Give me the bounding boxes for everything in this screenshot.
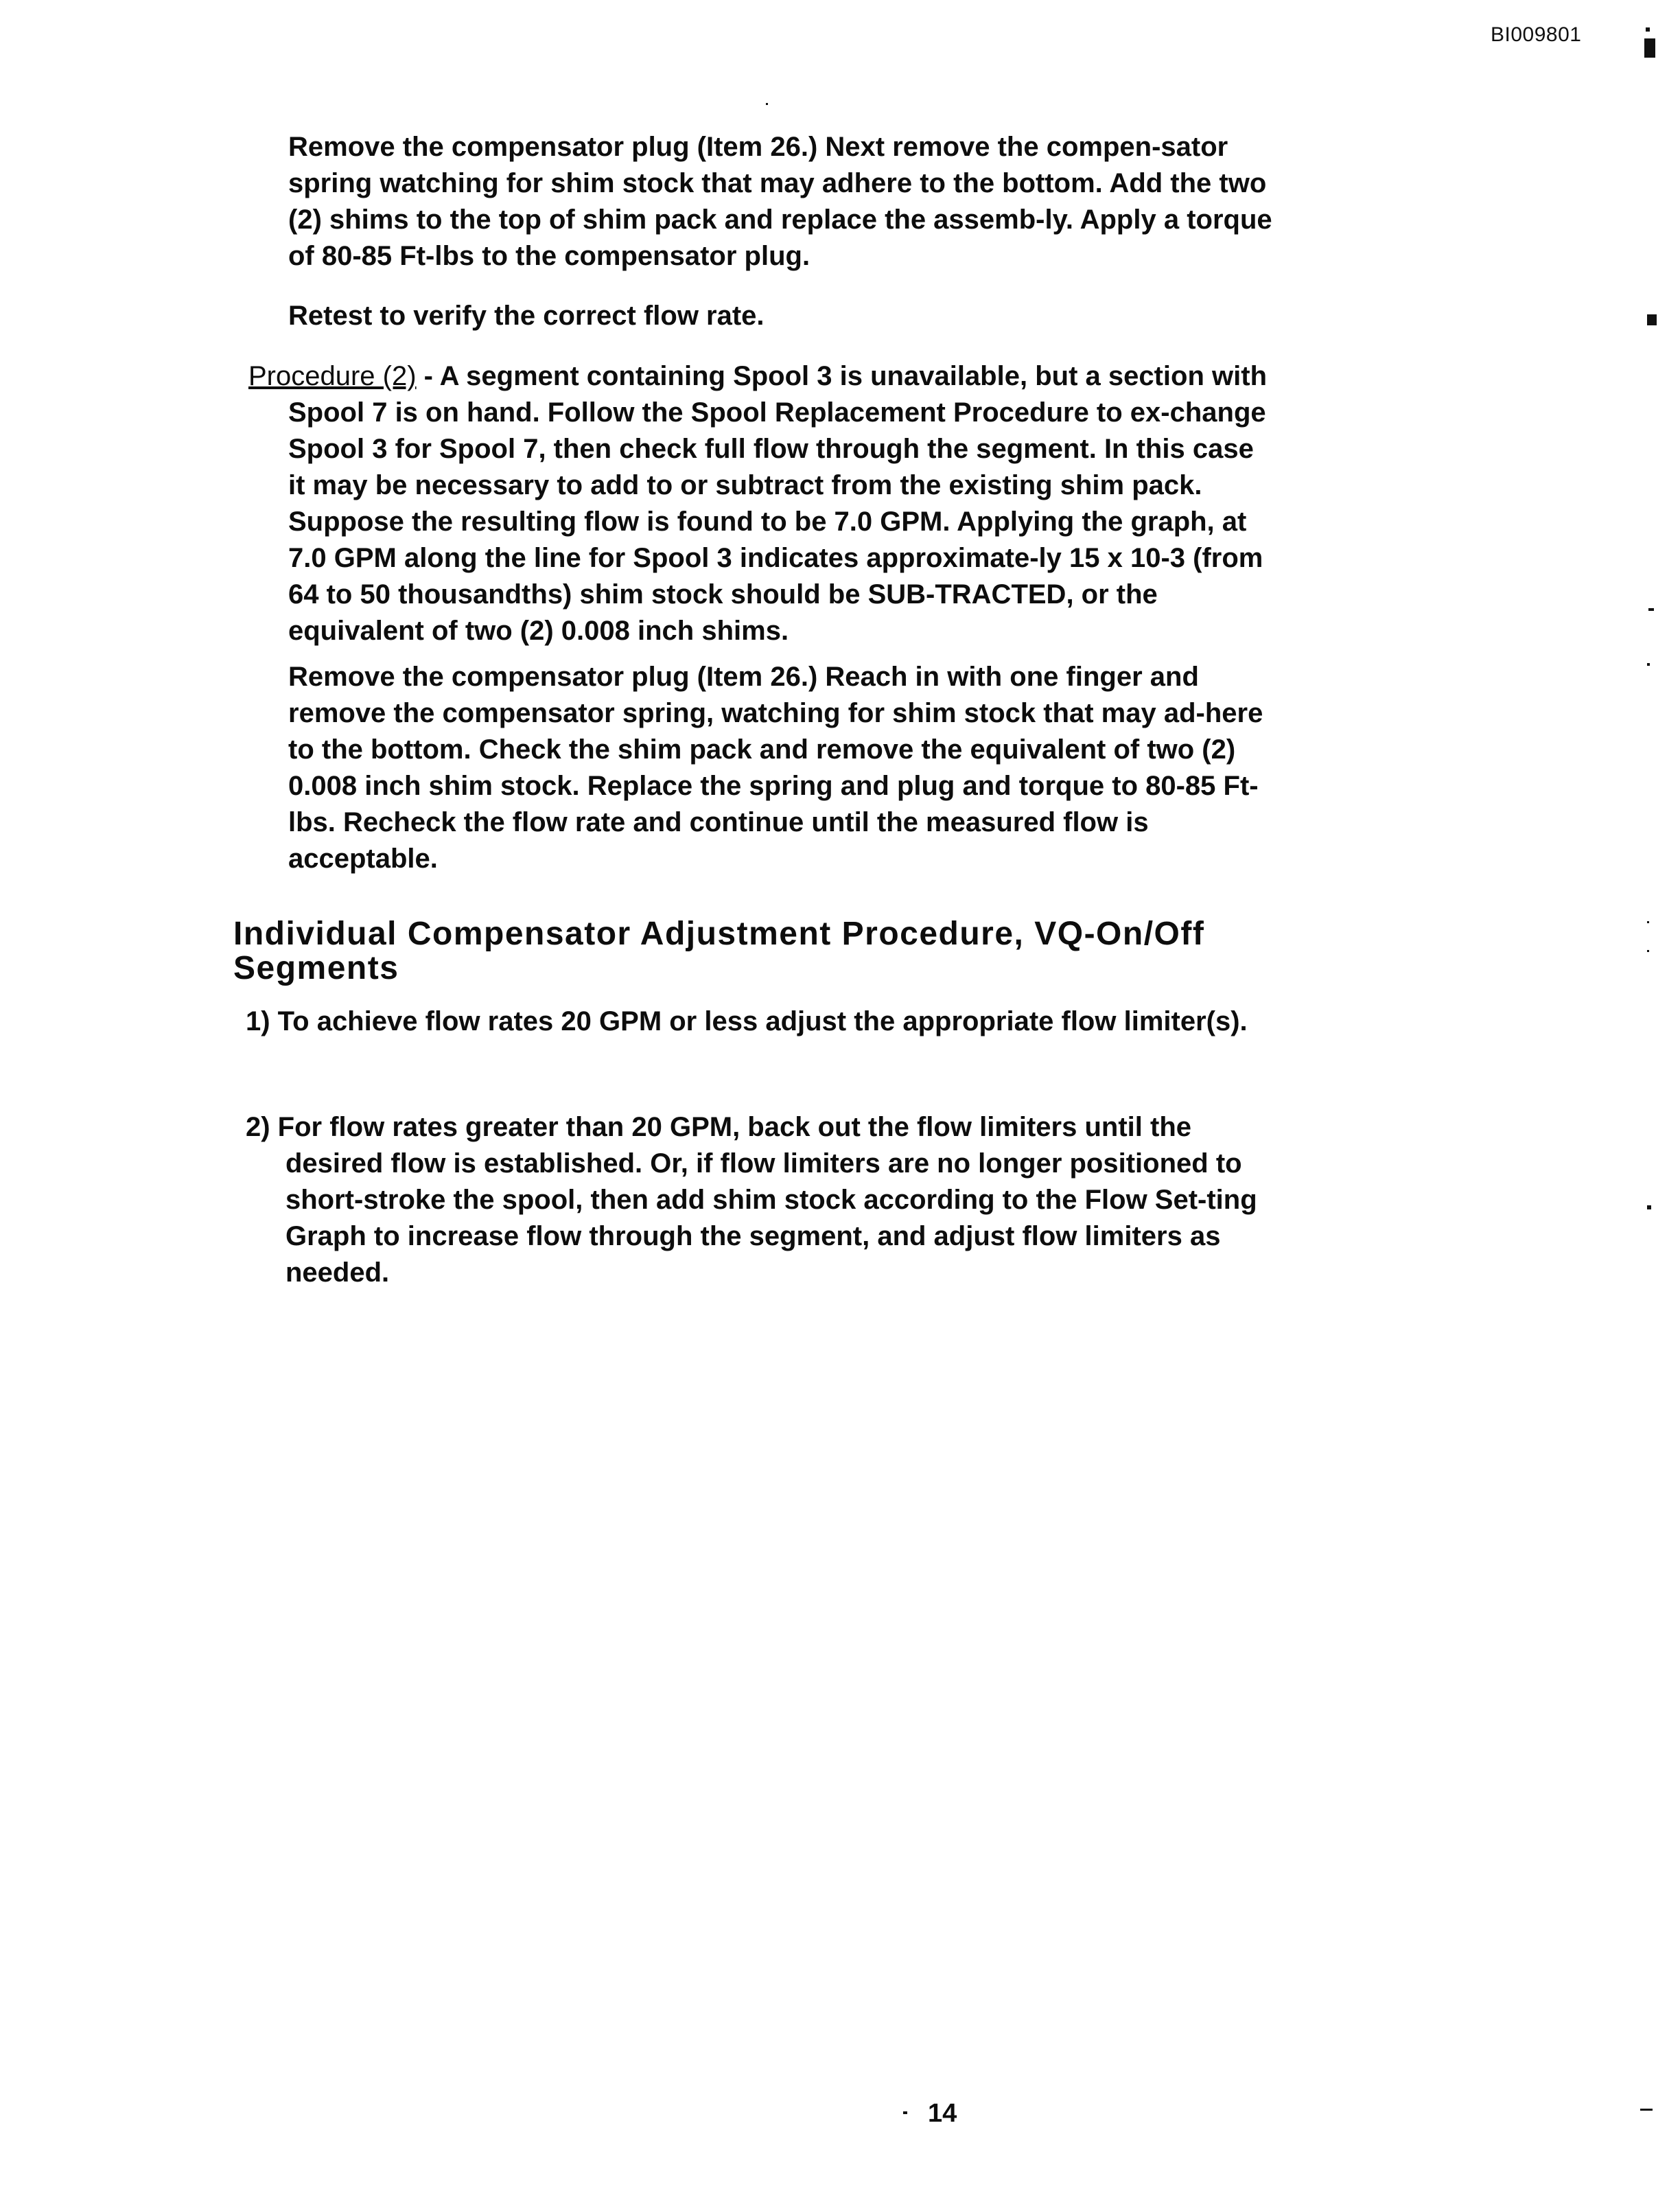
scan-mark [1647, 921, 1649, 923]
list-item-2: 2) For flow rates greater than 20 GPM, back out the flow limiters until the desired flow is established. Or, if flow limiters are no longer positioned to short-stroke the spool, then add shim stock according to the Flow Set-ting Graph to increase flow through the segment, and adjust flow limiters as needed. [246, 1112, 1257, 1288]
scan-mark [766, 103, 768, 105]
section-heading: Individual Compensator Adjustment Procedure, VQ-On/Off Segments [233, 916, 1205, 986]
paragraph-retest: Retest to verify the correct flow rate. [288, 301, 765, 331]
scan-mark [1647, 314, 1657, 325]
procedure-2-label: Procedure (2) [248, 361, 417, 391]
procedure-2-text: - A segment containing Spool 3 is unavailable, but a section with Spool 7 is on hand. Follow the Spool Replacement Procedure to ex-change Spool 3 for Spool 7, then check full flow through the segment. In this case it may be necessary to add to or subtract from the existing shim pack. Suppose the resulting flow is found to be 7.0 GPM. Applying the graph, at 7.0 GPM along the line for Spool 3 indicates approximate-ly 15 x 10-3 (from 64 to 50 thousandths) shim stock should be SUB-TRACTED, or the equivalent of two (2) 0.008 inch shims. [288, 361, 1267, 646]
scan-mark [1644, 38, 1655, 58]
document-id: BI009801 [1491, 23, 1582, 46]
paragraph-procedure-2 [248, 358, 1276, 649]
scan-mark [1647, 663, 1650, 666]
paragraph-compensator-plug: Remove the compensator plug (Item 26.) Next remove the compen-sator spring watching for shim stock that may adhere to the bottom. Add the two (2) shims to the top of shim pack and replace the assemb-ly. Apply a torque of 80-85 Ft-lbs to the compensator plug. [288, 132, 1272, 271]
scan-mark [1648, 608, 1654, 611]
paragraph-remove-spring: Remove the compensator plug (Item 26.) Reach in with one finger and remove the compensator spring, watching for shim stock that may ad-here to the bottom. Check the shim pack and remove the equivalent of two (2) 0.008 inch shim stock. Replace the spring and plug and torque to 80-85 Ft-lbs. Recheck the flow rate and continue until the measured flow is acceptable. [288, 662, 1263, 874]
scan-mark [1647, 1205, 1651, 1209]
scan-mark [1646, 27, 1650, 32]
page-number: 14 [928, 2099, 957, 2128]
scan-mark [1640, 2109, 1653, 2111]
list-item-1: 1) To achieve flow rates 20 GPM or less adjust the appropriate flow limiter(s). [246, 1006, 1248, 1036]
scan-mark [1647, 950, 1649, 952]
scan-mark [903, 2111, 907, 2114]
